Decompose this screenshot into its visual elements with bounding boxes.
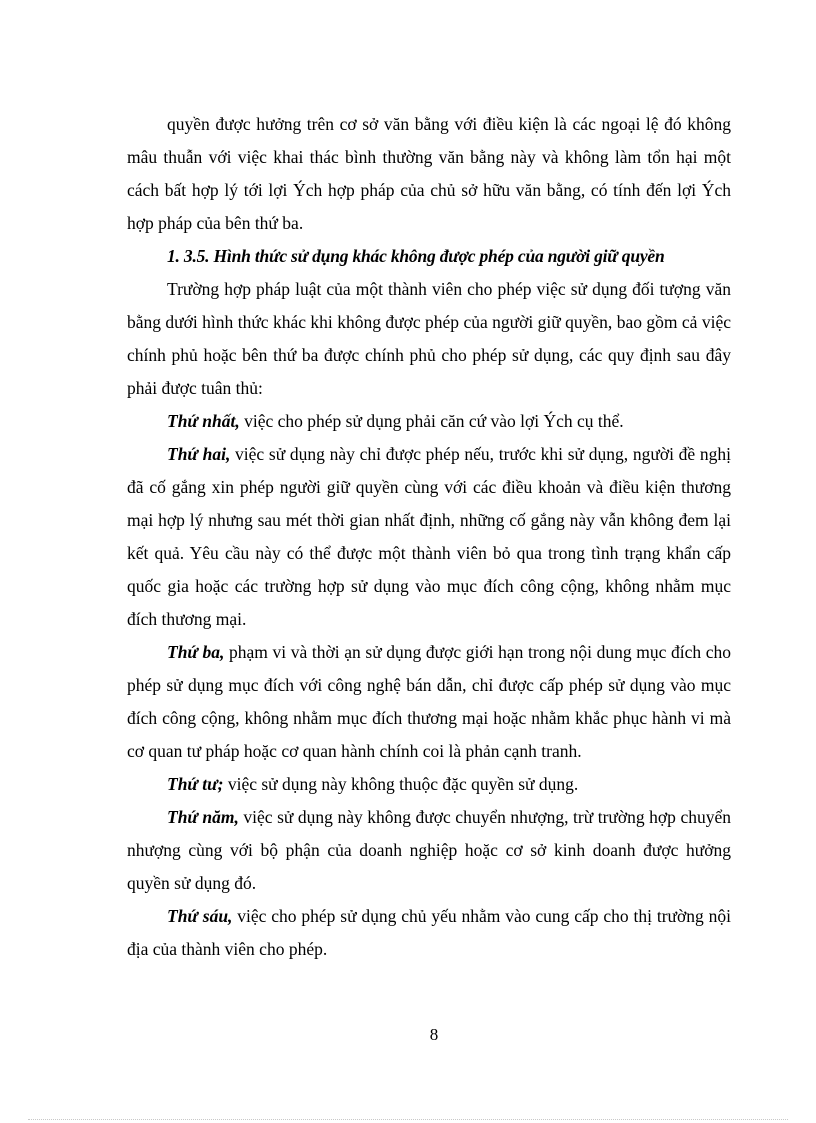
paragraph-text: việc sử dụng này không được chuyển nhượng, trừ trường hợp chuyển nhượng cùng với bộ phận của doanh nghiệp hoặc cơ sở kinh doanh được hưởng quyền sử dụng đó. bbox=[127, 807, 731, 893]
paragraph-text: phạm vi và thời ạn sử dụng được giới hạn trong nội dung mục đích cho phép sử dụng mục đích với công nghệ bán dẫn, chỉ được cấp phép sử dụng vào mục đích công cộng, không nhằm mục đích thương mại hoặc nhằm khắc phục hành vi mà cơ quan tư pháp hoặc cơ quan hành chính coi là phản cạnh tranh. bbox=[127, 642, 731, 761]
paragraph-first bbox=[127, 405, 731, 438]
section-heading-text: 1. 3.5. Hình thức sử dụng khác không được phép của người giữ quyền bbox=[167, 246, 665, 266]
paragraph-text: việc cho phép sử dụng chủ yếu nhằm vào cung cấp cho thị trường nội địa của thành viên cho phép. bbox=[127, 906, 731, 959]
paragraph-lead: Thứ năm, bbox=[167, 807, 239, 827]
page-number: 8 bbox=[429, 1025, 439, 1044]
paragraph-text: quyền được hưởng trên cơ sở văn bằng với điều kiện là các ngoại lệ đó không mâu thuẫn với việc khai thác bình thường văn bằng này và không làm tổn hại một cách bất hợp lý tới lợi Ých hợp pháp của chủ sở hữu văn bằng, có tính đến lợi Ých hợp pháp của bên thứ ba. bbox=[127, 114, 731, 233]
paragraph-lead: Thứ tư; bbox=[167, 774, 224, 794]
paragraph-fifth bbox=[127, 801, 731, 900]
paragraph-second bbox=[127, 438, 731, 636]
paragraph-lead: Thứ ba, bbox=[167, 642, 225, 662]
document-body bbox=[127, 108, 731, 966]
paragraph-continuation bbox=[127, 108, 731, 240]
section-heading bbox=[127, 240, 731, 273]
paragraph-text: việc cho phép sử dụng phải căn cứ vào lợi Ých cụ thể. bbox=[239, 411, 624, 431]
paragraph-lead: Thứ sáu, bbox=[167, 906, 233, 926]
paragraph-fourth bbox=[127, 768, 731, 801]
paragraph-third bbox=[127, 636, 731, 768]
paragraph-text: việc sử dụng này chỉ được phép nếu, trước khi sử dụng, người đề nghị đã cố gắng xin phép người giữ quyền cùng với các điều khoản và điều kiện thương mại hợp lý nhưng sau mét thời gian nhất định, những cố gắng này vẫn không đem lại kết quả. Yêu cầu này có thể được một thành viên bỏ qua trong tình trạng khẩn cấp quốc gia hoặc các trường hợp sử dụng vào mục đích công cộng, không nhằm mục đích thương mại. bbox=[127, 444, 731, 629]
paragraph-text: Trường hợp pháp luật của một thành viên cho phép việc sử dụng đối tượng văn bằng dưới hình thức khác khi không được phép của người giữ quyền, bao gồm cả việc chính phủ hoặc bên thứ ba được chính phủ cho phép sử dụng, các quy định sau đây phải được tuân thủ: bbox=[127, 279, 731, 398]
paragraph-text: việc sử dụng này không thuộc đặc quyền sử dụng. bbox=[223, 774, 579, 794]
paragraph-intro bbox=[127, 273, 731, 405]
paragraph-sixth bbox=[127, 900, 731, 966]
page-bottom-divider bbox=[28, 1119, 788, 1120]
paragraph-lead: Thứ nhất, bbox=[167, 411, 240, 431]
paragraph-lead: Thứ hai, bbox=[167, 444, 231, 464]
